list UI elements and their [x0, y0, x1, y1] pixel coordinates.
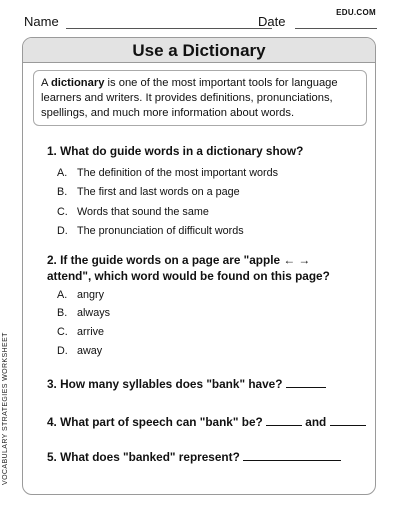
- name-line[interactable]: [66, 28, 272, 29]
- date-line[interactable]: [295, 28, 377, 29]
- brand-logo: EDU.COM: [336, 8, 376, 17]
- q2-option-d[interactable]: [57, 344, 102, 358]
- answer-blank-4b[interactable]: [330, 415, 366, 426]
- q1-option-c[interactable]: [57, 205, 209, 219]
- intro-box: [33, 70, 367, 126]
- option-letter: B.: [57, 186, 68, 198]
- option-text: The definition of the most important words: [77, 167, 279, 179]
- q2-option-a[interactable]: [57, 288, 104, 302]
- option-text: Words that sound the same: [77, 206, 209, 218]
- question-3: [47, 377, 326, 392]
- question-5-text: 5. What does "banked" represent?: [47, 450, 240, 464]
- header-row: [24, 8, 376, 32]
- option-text: arrive: [77, 326, 104, 338]
- option-text: always: [77, 307, 111, 319]
- q1-option-d[interactable]: [57, 224, 244, 238]
- intro-post: is one of the most important tools for language learners and writers. It provides definitions, pronunciations, spellings, and much more information about words.: [41, 77, 338, 119]
- q1-option-b[interactable]: [57, 185, 240, 199]
- option-text: away: [77, 345, 103, 357]
- answer-blank-3[interactable]: [286, 377, 326, 388]
- question-2-line-2: attend", which word would be found on this page?: [47, 269, 330, 283]
- intro-bold-term: dictionary: [50, 77, 105, 89]
- name-label: Name: [24, 14, 59, 29]
- question-4: [47, 415, 366, 430]
- question-3-text: 3. How many syllables does "bank" have?: [47, 377, 283, 391]
- question-5: [47, 450, 341, 465]
- date-label: Date: [258, 14, 286, 29]
- question-1: 1. What do guide words in a dictionary show?: [47, 144, 304, 158]
- side-label: VOCABULARY STRATEGIES WORKSHEET: [2, 332, 9, 485]
- option-letter: D.: [57, 345, 68, 357]
- option-letter: A.: [57, 289, 68, 301]
- option-letter: D.: [57, 225, 68, 237]
- option-text: angry: [77, 289, 105, 301]
- question-4-and: and: [305, 415, 327, 429]
- option-letter: C.: [57, 326, 68, 338]
- answer-blank-5[interactable]: [243, 450, 341, 461]
- option-text: The pronunciation of difficult words: [77, 225, 244, 237]
- option-letter: C.: [57, 206, 68, 218]
- q2-option-c[interactable]: [57, 325, 104, 339]
- option-letter: A.: [57, 167, 68, 179]
- worksheet-card: [22, 37, 376, 495]
- question-4-text: 4. What part of speech can "bank" be?: [47, 415, 263, 429]
- option-text: The first and last words on a page: [77, 186, 240, 198]
- q2-option-b[interactable]: [57, 306, 110, 320]
- answer-blank-4a[interactable]: [266, 415, 302, 426]
- option-letter: B.: [57, 307, 68, 319]
- page-title: Use a Dictionary: [23, 38, 375, 63]
- q1-option-a[interactable]: [57, 166, 278, 180]
- question-2-line-1: 2. If the guide words on a page are "apple ← →: [47, 253, 311, 267]
- intro-pre: A: [41, 77, 51, 89]
